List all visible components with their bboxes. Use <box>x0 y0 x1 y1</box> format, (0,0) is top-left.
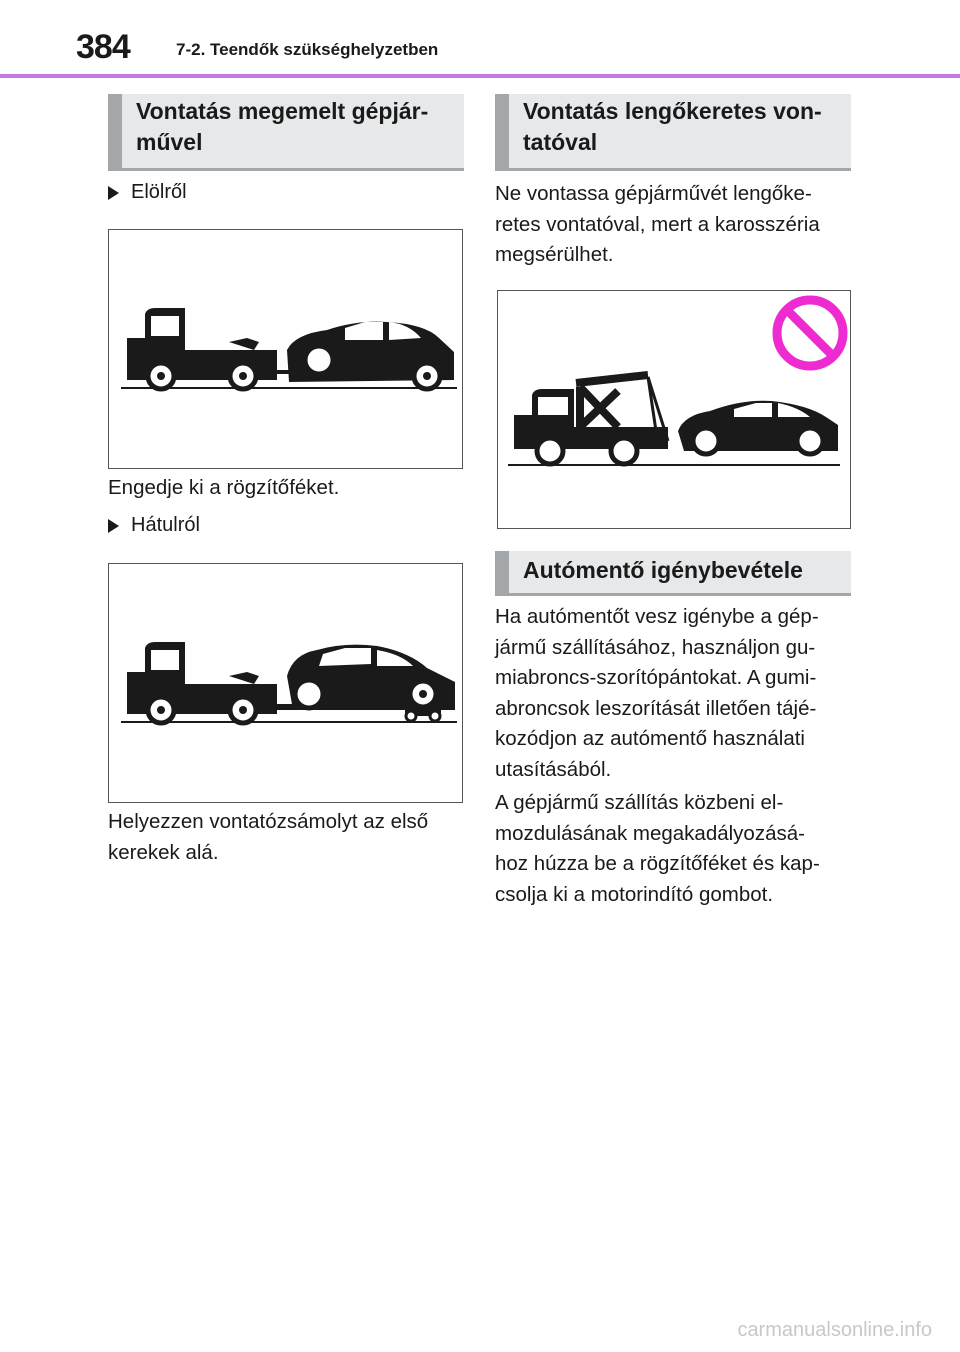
text-line: csolja ki a motorindító gombot. <box>495 882 774 906</box>
figure-tow-rear <box>108 563 463 803</box>
heading-line: Vontatás lengőkeretes von- <box>523 98 822 124</box>
bullet-rear <box>108 514 200 537</box>
text-line: Ha autómentőt vesz igénybe a gép- <box>495 605 819 628</box>
page-number: 384 <box>76 28 130 66</box>
text-rear <box>108 807 428 868</box>
text-line: jármű szállításához, használjon gu- <box>495 635 816 659</box>
heading-lifted-tow <box>108 94 464 171</box>
text-line: retes vontatóval, mert a karosszéria <box>495 212 820 236</box>
heading-wheel-lift-tow <box>495 94 851 171</box>
text-line: megsérülhet. <box>495 243 614 266</box>
text-line: kozódjon az autómentő használati <box>495 727 805 750</box>
para-warning <box>495 179 820 271</box>
text-line: A gépjármű szállítás közbeni el- <box>495 791 784 814</box>
bullet-front <box>108 181 187 204</box>
header-rule <box>0 74 960 78</box>
watermark: carmanualsonline.info <box>737 1319 932 1341</box>
prohibition-icon <box>777 300 843 366</box>
para-car-transport <box>495 602 819 785</box>
bullet-label: Elölről <box>131 181 187 203</box>
text-line: abroncsok leszorítását illetően tájé- <box>495 696 817 720</box>
triangle-right-icon <box>108 519 119 533</box>
heading-line: tatóval <box>523 129 598 155</box>
heading-line: Autómentő igénybevétele <box>523 557 803 583</box>
text-line: Helyezzen vontatózsámolyt az első <box>108 810 429 833</box>
para-parking-brake <box>495 788 820 910</box>
text-line: Ne vontassa gépjárművét lengőke- <box>495 182 812 205</box>
bullet-label: Hátulról <box>131 514 200 536</box>
text-front: Engedje ki a rögzítőféket. <box>108 476 340 499</box>
heading-car-transport <box>495 551 851 596</box>
triangle-right-icon <box>108 186 119 200</box>
text-line: hoz húzza be a rögzítőféket és kap- <box>495 852 820 875</box>
heading-line: Vontatás megemelt gépjár- <box>136 98 429 124</box>
text-line: mozdulásának megakadályozásá- <box>495 821 805 845</box>
chapter-title: 7-2. Teendők szükséghelyzetben <box>176 40 439 59</box>
text-line: kerekek alá. <box>108 840 219 864</box>
figure-sling-tow-prohibited <box>497 290 851 529</box>
text-line: utasításából. <box>495 757 612 781</box>
figure-tow-front <box>108 229 463 469</box>
heading-line: művel <box>136 129 203 155</box>
text-line: miabroncs-szorítópántokat. A gumi- <box>495 666 817 689</box>
